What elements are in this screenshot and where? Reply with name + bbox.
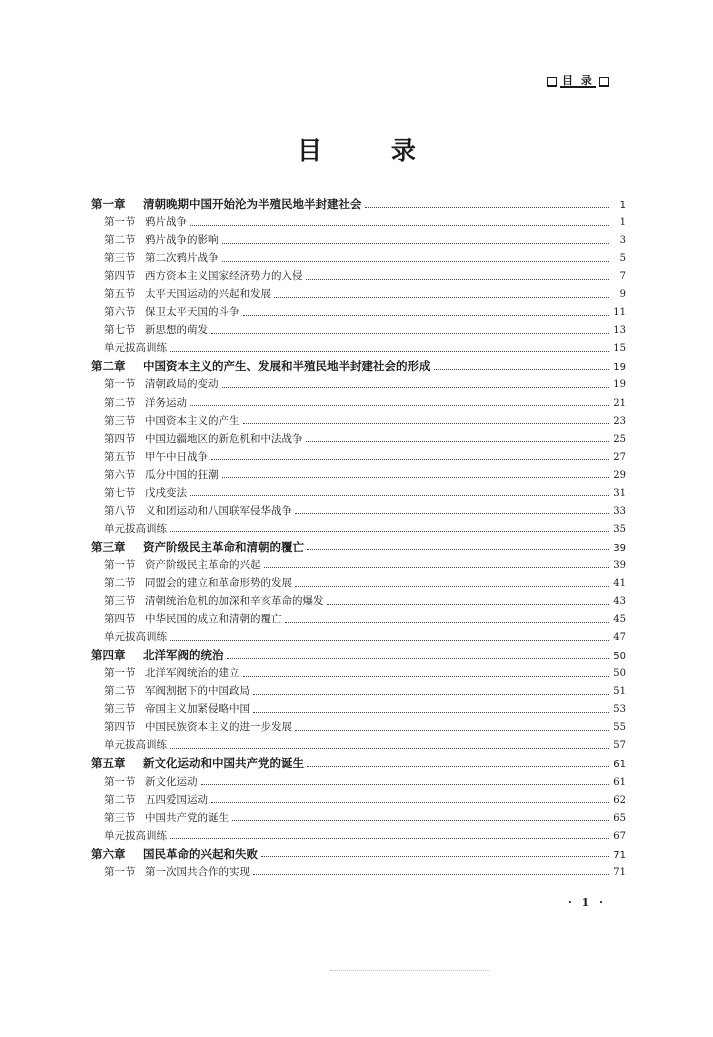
toc-entry-title: 义和团运动和八国联军侵华战争 [145,504,292,517]
toc-section-entry[interactable] [91,304,626,322]
toc-section-entry[interactable] [91,286,626,304]
dot-leader [170,531,609,532]
toc-entry-number: 第一章 [91,197,126,211]
toc-entry-number: 第二节 [104,793,136,806]
toc-entry-number: 第三节 [104,811,136,824]
toc-section-entry[interactable] [91,665,626,683]
toc-unit-entry[interactable] [91,340,626,358]
toc-chapter-entry[interactable] [91,358,626,376]
dot-leader [201,784,610,785]
toc-section-entry[interactable] [91,503,626,521]
dot-leader [211,459,609,460]
dot-leader [306,279,610,280]
dot-leader [327,604,610,605]
toc-entry-page: 61 [613,759,626,771]
toc-entry-title: 五四爱国运动 [145,793,208,806]
dot-leader [170,351,609,352]
toc-entry-number: 第三节 [104,252,136,265]
toc-entry-number: 第一节 [104,775,136,788]
toc-section-entry[interactable] [91,792,626,810]
toc-entry-title: 单元拔高训练 [104,522,167,535]
toc-entry-page: 5 [619,253,626,265]
header-box-right-icon [599,77,609,87]
toc-entry-title: 单元拔高训练 [104,631,167,644]
toc-entry-page: 7 [619,271,626,283]
toc-chapter-entry[interactable] [91,196,626,214]
header-box-left-icon [547,77,557,87]
dot-leader [190,495,609,496]
toc-entry-number: 第三章 [91,539,126,554]
toc-entry-page: 13 [613,325,626,337]
toc-entry-number: 第四节 [104,721,136,734]
dot-leader [285,622,610,623]
toc-entry-title: 单元拔高训练 [104,739,167,752]
toc-entry-title: 戊戌变法 [145,486,187,499]
toc-entry-number: 第八节 [104,504,136,517]
toc-entry-number: 第四节 [104,613,136,626]
toc-entry-title: 中国资本主义的产生、发展和半殖民地半封建社会的形成 [143,359,431,374]
toc-chapter-entry[interactable] [91,755,626,773]
toc-entry-page: 23 [613,415,626,427]
toc-entry-page: 15 [613,343,626,355]
toc-entry-page: 65 [613,812,626,824]
toc-entry-page: 31 [613,487,626,499]
toc-entry-title: 甲午中日战争 [145,450,208,463]
toc-entry-title: 鸦片战争 [145,216,187,229]
dot-leader [190,225,609,226]
dot-leader [253,874,609,875]
toc-entry-number: 第四节 [104,270,136,283]
toc-entry-title: 清朝统治危机的加深和辛亥革命的爆发 [145,595,324,608]
toc-unit-entry[interactable] [91,629,626,647]
toc-entry-page: 50 [613,668,626,680]
toc-section-entry[interactable] [91,268,626,286]
toc-entry-number: 第二节 [104,576,136,589]
dot-leader [222,261,610,262]
toc-entry-number: 第二节 [104,396,136,409]
toc-entry-number: 第四章 [91,648,126,663]
toc-entry-page: 9 [619,289,626,301]
toc-section-entry[interactable] [91,701,626,719]
toc-entry-page: 71 [613,866,626,878]
running-header-title: 目 录 [562,74,594,87]
toc-entry-page: 11 [613,307,626,319]
toc-section-entry[interactable] [91,611,626,629]
dot-leader [222,243,610,244]
toc-unit-entry[interactable] [91,737,626,755]
toc-section-entry[interactable] [91,810,626,828]
toc-section-entry[interactable] [91,593,626,611]
toc-section-entry[interactable] [91,322,626,340]
toc-entry-number: 第二章 [91,359,126,374]
toc-entry-title: 中华民国的成立和清朝的覆亡 [145,613,282,626]
dot-leader [295,730,609,731]
toc-section-entry[interactable] [91,557,626,575]
running-header [547,75,609,88]
toc-chapter-entry[interactable] [91,647,626,665]
toc-section-entry[interactable] [91,575,626,593]
dot-leader [365,207,610,208]
dot-leader [307,766,609,767]
toc-entry-title: 国民革命的兴起和失败 [143,846,258,861]
toc-entry-page: 29 [613,469,626,481]
toc-entry-page: 35 [613,523,626,535]
toc-entry-page: 19 [613,379,626,391]
toc-entry-page: 62 [613,794,626,806]
toc-entry-number: 第三节 [104,595,136,608]
toc-entry-title: 西方资本主义国家经济势力的入侵 [145,270,303,283]
toc-entry-number: 第一节 [104,378,136,391]
toc-entry-title: 单元拔高训练 [104,829,167,842]
toc-section-entry[interactable] [91,376,626,394]
toc-section-entry[interactable] [91,413,626,431]
toc-section-entry[interactable] [91,719,626,737]
toc-entry-page: 71 [613,849,626,861]
toc-section-entry[interactable] [91,683,626,701]
toc-entry-number: 第三节 [104,414,136,427]
toc-entry-page: 27 [613,451,626,463]
toc-entry-title: 清朝政局的变动 [145,378,219,391]
toc-entry-page: 43 [613,596,626,608]
dot-leader [295,513,609,514]
page-number: · 1 · [568,896,606,909]
toc-entry-title: 帝国主义加紧侵略中国 [145,703,250,716]
toc-section-entry[interactable] [91,395,626,413]
toc-entry-page: 1 [619,200,626,211]
toc-entry-title: 保卫太平天国的斗争 [145,306,240,319]
toc-entry-page: 67 [613,830,626,842]
toc-entry-title: 中国边疆地区的新危机和中法战争 [145,432,303,445]
toc-entry-number: 第一节 [104,667,136,680]
dot-leader [253,712,609,713]
toc-entry-number: 第六节 [104,468,136,481]
dot-leader [274,297,609,298]
toc-entry-number: 第二节 [104,234,136,247]
toc-entry-title: 鸦片战争的影响 [145,234,219,247]
toc-entry-title: 中国民族资本主义的进一步发展 [145,721,292,734]
toc-entry-page: 39 [613,542,626,554]
toc-entry-number: 第一节 [104,558,136,571]
toc-entry-page: 39 [613,559,626,571]
toc-entry-title: 第二次鸦片战争 [145,252,219,265]
toc-entry-page: 21 [613,397,626,409]
toc-entry-title: 中国资本主义的产生 [145,414,240,427]
toc-entry-page: 51 [613,686,626,698]
dot-leader [170,838,609,839]
dot-leader [295,586,609,587]
toc-entry-title: 中国共产党的诞生 [145,811,229,824]
toc-entry-page: 3 [619,235,626,247]
toc-section-entry[interactable] [91,250,626,268]
toc-section-entry[interactable] [91,467,626,485]
toc-entry-title: 太平天国运动的兴起和发展 [145,288,271,301]
toc-entry-title: 洋务运动 [145,396,187,409]
dot-leader [190,405,609,406]
toc-entry-page: 25 [613,433,626,445]
dot-leader [434,369,610,370]
toc-entry-title: 清朝晚期中国开始沦为半殖民地半封建社会 [143,197,362,211]
toc-section-entry[interactable] [91,449,626,467]
dot-leader [227,658,610,659]
toc-entry-title: 资产阶级民主革命的兴起 [145,558,261,571]
dot-leader [306,441,610,442]
toc-entry-number: 第五节 [104,450,136,463]
toc-entry-title: 资产阶级民主革命和清朝的覆亡 [143,539,304,554]
toc-chapter-entry[interactable] [91,846,626,864]
toc-section-entry[interactable] [91,431,626,449]
toc-entry-title: 新文化运动和中国共产党的诞生 [143,756,304,771]
toc-entry-number: 第一节 [104,216,136,229]
dot-leader [243,315,610,316]
page-title: 目 录 [297,136,446,165]
toc-unit-entry[interactable] [91,521,626,539]
toc-section-entry[interactable] [91,774,626,792]
toc-entry-title: 北洋军阀的统治 [143,648,224,663]
dot-leader [261,856,609,857]
toc-entry-page: 1 [619,217,626,229]
toc-entry-number: 第五节 [104,288,136,301]
toc-entry-title: 第一次国共合作的实现 [145,865,250,878]
toc-entry-number: 第五章 [91,756,126,771]
dot-leader [211,333,609,334]
toc-entry-page: 33 [613,505,626,517]
dot-leader [253,694,609,695]
dot-leader [264,567,610,568]
toc-entry-title: 单元拔高训练 [104,342,167,355]
toc-entry-title: 新思想的萌发 [145,324,208,337]
dot-leader [307,549,609,550]
toc-entry-title: 同盟会的建立和革命形势的发展 [145,576,292,589]
toc-unit-entry[interactable] [91,828,626,846]
toc-entry-number: 第六章 [91,846,126,861]
toc-entry-number: 第四节 [104,432,136,445]
toc-entry-page: 57 [613,740,626,752]
dot-leader [232,820,609,821]
toc-entry-page: 19 [613,362,626,374]
toc-entry-page: 47 [613,632,626,644]
toc-entry-number: 第二节 [104,685,136,698]
toc-entry-title: 北洋军阀统治的建立 [145,667,240,680]
toc-entry-number: 第三节 [104,703,136,716]
toc-entry-number: 第七节 [104,324,136,337]
toc-entry-page: 41 [613,577,626,589]
toc-section-entry[interactable] [91,214,626,232]
toc-entry-number: 第一节 [104,865,136,878]
toc-entry-page: 55 [613,722,626,734]
toc-section-entry[interactable] [91,232,626,250]
scan-artifact [330,968,490,971]
dot-leader [170,748,609,749]
toc-entry-number: 第七节 [104,486,136,499]
toc-entry-page: 50 [613,651,626,663]
dot-leader [222,477,610,478]
dot-leader [243,423,610,424]
dot-leader [222,387,610,388]
toc-section-entry[interactable] [91,864,626,882]
toc-chapter-entry[interactable] [91,539,626,557]
table-of-contents [91,196,626,882]
dot-leader [243,676,610,677]
toc-entry-page: 45 [613,614,626,626]
toc-section-entry[interactable] [91,485,626,503]
dot-leader [170,640,609,641]
toc-entry-number: 第六节 [104,306,136,319]
toc-entry-title: 瓜分中国的狂潮 [145,468,219,481]
dot-leader [211,802,609,803]
toc-entry-title: 新文化运动 [145,775,198,788]
toc-entry-title: 军阀割据下的中国政局 [145,685,250,698]
toc-entry-page: 53 [613,704,626,716]
toc-entry-page: 61 [613,776,626,788]
